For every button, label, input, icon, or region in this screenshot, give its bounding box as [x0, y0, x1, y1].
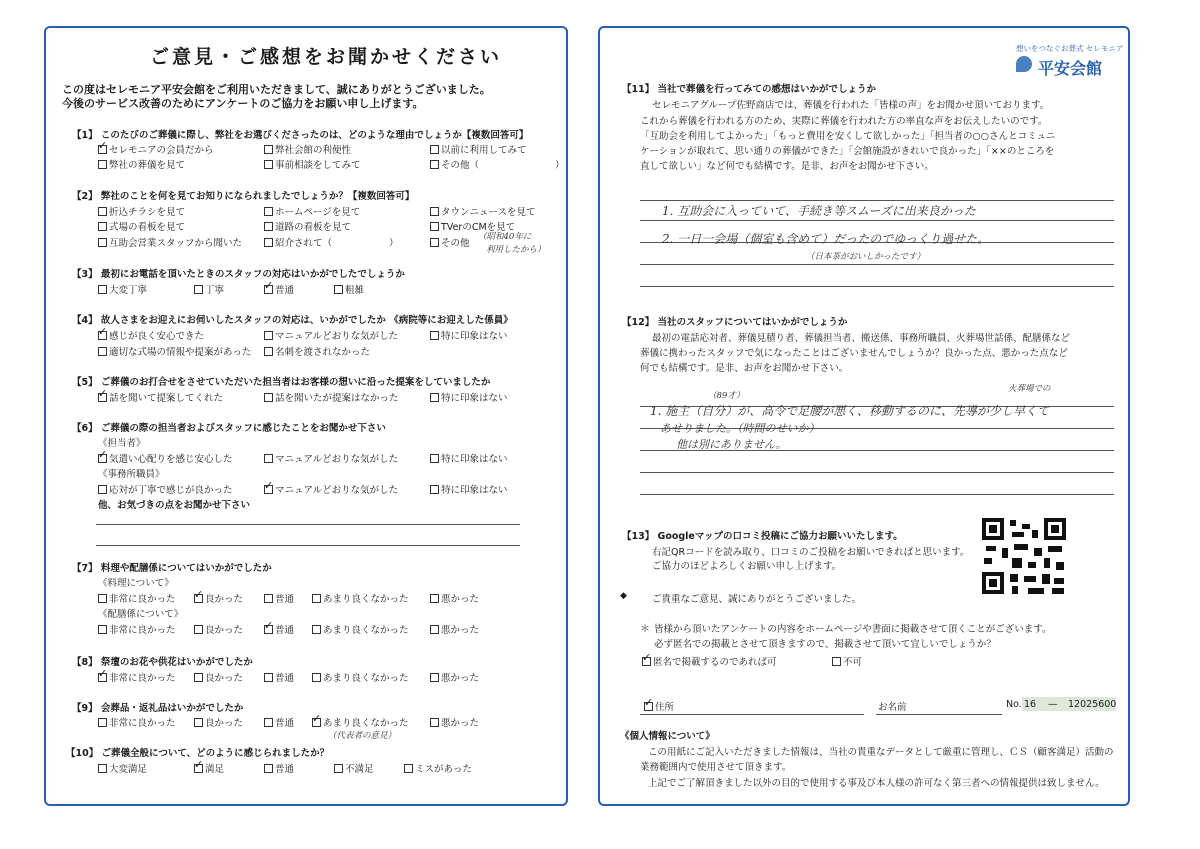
checkbox[interactable] [194, 594, 203, 603]
checkbox[interactable] [430, 393, 439, 402]
q4-text: 【4】 故人さまをお迎えにお伺いしたスタッフの対応は、いかがでしたか 《病院等にお迎えした係員》 [72, 315, 513, 326]
q10-option[interactable]: 不満足 [334, 761, 374, 775]
checkbox[interactable] [264, 625, 273, 634]
checkbox[interactable] [264, 718, 273, 727]
checkbox[interactable] [98, 145, 107, 154]
q11-body: これから葬儀を行われる方のため、実際に葬儀を行われた方の率直な声をお伝えしたいのです。 [640, 116, 1048, 127]
checkbox[interactable] [832, 657, 841, 666]
q12-text: 【12】 当社のスタッフについてはいかがでしょうか [622, 317, 848, 328]
q8-option[interactable]: ✓非常に良かった [98, 670, 176, 684]
answer-line[interactable] [640, 264, 1114, 265]
q6-other-prompt: 他、お気づきの点をお聞かせ下さい [98, 500, 251, 511]
q9-option[interactable]: 普通 [264, 715, 294, 729]
q6-text: 【6】 ご葬儀の際の担当者およびスタッフに感じたことをお聞かせ下さい [72, 423, 386, 434]
q9-option[interactable]: 悪かった [430, 715, 479, 729]
checkbox[interactable] [430, 331, 439, 340]
q9-handwritten: （代表者の意見） [328, 731, 397, 741]
checkbox[interactable] [98, 160, 107, 169]
number-dash: — [1048, 699, 1058, 710]
checkbox[interactable] [430, 625, 439, 634]
q12-body: 葬儀に携わったスタッフで気になったことはございませんでしょうか？良かった点、悪かった点など [640, 348, 1068, 359]
number-b: 12025600 [1068, 699, 1117, 710]
name-label: お名前 [878, 702, 907, 713]
q2-option[interactable]: その他 [430, 235, 470, 249]
diamond-icon: ◆ [620, 591, 627, 601]
q12-body: 最初の電話応対者、葬儀見積り者、葬儀担当者、搬送係、事務所職員、火葬場世話係、配膳係など [652, 333, 1071, 344]
intro-line-1: この度はセレモニア平安会館をご利用いただきまして、誠にありがとうございました。 [62, 83, 491, 96]
q7-option[interactable]: 非常に良かった [98, 622, 176, 636]
q2-option[interactable]: TVerのCMを見て [430, 219, 515, 233]
number-a: 16 [1024, 699, 1037, 710]
checkbox[interactable] [430, 222, 439, 231]
checkbox[interactable] [98, 764, 107, 773]
checkbox[interactable] [334, 764, 343, 773]
checkbox[interactable] [312, 718, 321, 727]
page-title: ご意見・ご感想をお聞かせください [150, 46, 503, 68]
checkbox[interactable] [98, 347, 107, 356]
checkbox[interactable] [98, 207, 107, 216]
q12-handwritten-note: 火葬場での [1008, 384, 1051, 394]
privacy-title: 《個人情報について》 [620, 731, 715, 742]
checkbox[interactable] [312, 594, 321, 603]
checkbox[interactable] [264, 145, 273, 154]
q3-option[interactable]: 丁寧 [194, 282, 224, 296]
checkbox[interactable] [98, 285, 107, 294]
q11-body: 「互助会を利用してよかった」「もっと費用を安くして欲しかった」「担当者の○○さんとコミュニ [640, 131, 1056, 142]
q8-option[interactable]: 悪かった [430, 670, 479, 684]
answer-line[interactable] [640, 200, 1114, 201]
intro-line-2: 今後のサービス改善のためにアンケートのご協力をお願い申し上げます。 [62, 97, 424, 110]
q10-option[interactable]: ミスがあった [404, 761, 472, 775]
checkbox[interactable] [98, 238, 107, 247]
publish-option[interactable]: 不可 [832, 654, 862, 668]
checkbox[interactable] [264, 331, 273, 340]
checkbox[interactable] [264, 594, 273, 603]
checkbox[interactable] [194, 285, 203, 294]
q7-sub-haizen: 《配膳係について》 [98, 609, 184, 620]
checkbox[interactable] [264, 764, 273, 773]
q1-option[interactable]: 弊社の葬儀を見て [98, 157, 185, 171]
checkbox [644, 702, 653, 711]
q4-option[interactable]: 名刺を渡されなかった [264, 344, 370, 358]
q5-option[interactable]: 特に印象はない [430, 390, 508, 404]
checkbox[interactable] [312, 673, 321, 682]
q1-option[interactable]: 弊社会館の利便性 [264, 142, 351, 156]
checkbox[interactable] [98, 673, 107, 682]
q9-option[interactable]: 非常に良かった [98, 715, 176, 729]
q3-option[interactable]: ✓ 普通 [264, 282, 294, 296]
checkbox[interactable] [98, 625, 107, 634]
q6-sub-jimusho: 《事務所職員》 [98, 469, 165, 480]
checkbox[interactable] [264, 285, 273, 294]
checkbox[interactable] [264, 673, 273, 682]
q9-option[interactable]: ✓ あまり良くなかった [312, 715, 409, 729]
checkbox[interactable] [264, 207, 273, 216]
checkbox[interactable] [430, 454, 439, 463]
q6-sub-tantousha: 《担当者》 [98, 438, 146, 449]
checkbox[interactable] [430, 207, 439, 216]
q1-option[interactable]: 事前相談をしてみて [264, 157, 361, 171]
checkbox[interactable] [312, 625, 321, 634]
checkbox[interactable] [430, 238, 439, 247]
q7-sub-ryouri: 《料理について》 [98, 578, 174, 589]
answer-line[interactable] [96, 545, 520, 546]
q7-option[interactable]: 悪かった [430, 591, 479, 605]
q6-option[interactable]: マニュアルどおりな気がした [264, 451, 398, 465]
checkbox[interactable] [264, 485, 273, 494]
q7-option[interactable]: 良かった [194, 622, 243, 636]
q12-handwritten-1: 1. 施主（自分）が、高令で足腰が悪く、移動するのに、先導が少し早くて [650, 404, 1050, 418]
privacy-text: 上記でご了解頂きました以外の目的で使用する事及び本人様の許可なく第三者への情報提供は致しません。 [648, 778, 1105, 789]
checkbox[interactable] [98, 222, 107, 231]
q1-option[interactable]: その他（ ） [430, 157, 565, 171]
q1-option[interactable]: ✓セレモニアの会員だから [98, 142, 214, 156]
q7-option[interactable]: ✓ 普通 [264, 622, 294, 636]
q2-option[interactable]: タウンニュースを見て [430, 204, 536, 218]
checkbox[interactable] [264, 347, 273, 356]
q13-text: 【13】 Googleマップの口コミ投稿にご協力お願いいたします。 [622, 531, 903, 542]
q11-text: 【11】 当社で葬儀を行ってみての感想はいかがでしょうか [622, 84, 877, 95]
q6-option[interactable]: 応対が丁寧で感じが良かった [98, 482, 233, 496]
q8-option[interactable]: 普通 [264, 670, 294, 684]
q11-handwritten-3: （日本茶がおいしかったです） [806, 252, 926, 262]
q8-text: 【8】 祭壇のお花や供花はいかがでしたか [72, 657, 253, 668]
q2-option[interactable]: ホームページを見て [264, 204, 360, 218]
checkbox[interactable] [430, 594, 439, 603]
q11-handwritten-2: 2. 一日一会場（個室も含めて）だったのでゆっくり過せた。 [662, 232, 990, 246]
logo-name: 平安会館 [1038, 59, 1103, 78]
checkbox[interactable] [98, 393, 107, 402]
address-field[interactable] [640, 714, 864, 715]
q12-handwritten-note: （89才） [708, 391, 745, 401]
checkbox[interactable] [430, 485, 439, 494]
checkbox[interactable] [430, 673, 439, 682]
checkbox[interactable] [98, 594, 107, 603]
q2-option[interactable]: 道路の看板を見て [264, 219, 351, 233]
name-field[interactable] [876, 714, 1002, 715]
q9-text: 【9】 会葬品・返礼品はいかがでしたか [72, 703, 244, 714]
q5-option[interactable]: ✓話を聞いて提案してくれた [98, 390, 223, 404]
publish-text: 必ず匿名での掲載とさせて頂きますので、掲載させて頂いて宜しいでしょうか？ [654, 639, 996, 650]
checkbox[interactable] [98, 485, 107, 494]
checkbox[interactable] [98, 718, 107, 727]
q7-option[interactable]: 非常に良かった [98, 591, 176, 605]
checkbox[interactable] [194, 625, 203, 634]
checkbox[interactable] [430, 718, 439, 727]
q4-option[interactable]: マニュアルどおりな気がした [264, 328, 398, 342]
logo-icon [1016, 56, 1032, 72]
q3-text: 【3】 最初にお電話を頂いたときのスタッフの対応はいかがでしたでしょうか [72, 269, 405, 280]
answer-line[interactable] [640, 286, 1114, 287]
q9-option[interactable]: 良かった [194, 715, 243, 729]
checkbox[interactable] [264, 238, 273, 247]
privacy-text: この用紙にご記入いただきました情報は、当社の貴重なデータとして厳重に管理し、ＣＳ（顧客満足）活動の [648, 747, 1114, 758]
q2-text: 【2】 弊社のことを何を見てお知りになられましたでしょうか？【複数回答可】 [72, 191, 415, 202]
checkbox[interactable] [334, 285, 343, 294]
q10-option[interactable]: 大変満足 [98, 761, 147, 775]
qr-code[interactable] [982, 518, 1066, 594]
q4-option[interactable]: ✓感じが良く安心できた [98, 328, 204, 342]
q11-body: ケーションが取れて、思い通りの葬儀ができた」「会館施設がきれいで良かった」「××のところを [640, 146, 1055, 157]
publish-option[interactable]: ✓匿名で掲載するのであれば可 [642, 654, 777, 668]
q10-text: 【10】 ご葬儀全般について、どのように感じられましたか？ [66, 748, 330, 759]
address-label: ✓住所 [644, 699, 674, 713]
q11-handwritten-1: 1. 互助会に入っていて、手続き等スムーズに出来良かった [662, 204, 976, 218]
q4-option[interactable]: 適切な式場の情報や提案があった [98, 344, 251, 358]
thanks-text: ご貴重なご意見、誠にありがとうございました。 [652, 594, 862, 605]
q8-option[interactable]: 良かった [194, 670, 243, 684]
q2-option[interactable]: 紹介されて（ ） [264, 235, 399, 249]
answer-line[interactable] [640, 220, 1114, 221]
q6-option[interactable]: 特に印象はない [430, 482, 508, 496]
q11-body: 直して欲しい」など何でも結構です。是非、お声をお聞かせ下さい。 [640, 161, 934, 172]
q13-body: 右記QRコードを読み取り、口コミのご投稿をお願いできればと思います。 [652, 547, 970, 558]
q8-option[interactable]: あまり良くなかった [312, 670, 409, 684]
q6-option[interactable]: ✓ マニュアルどおりな気がした [264, 482, 398, 496]
q7-text: 【7】 料理や配膳係についてはいかがでしたか [72, 563, 272, 574]
number-label: No. [1006, 699, 1022, 710]
privacy-text: 業務範囲内で使用させて頂きます。 [640, 762, 792, 773]
q7-option[interactable]: 悪かった [430, 622, 479, 636]
q12-handwritten-2: あせりました。（時間のせいか） [660, 422, 820, 435]
checkbox[interactable] [430, 160, 439, 169]
q6-option[interactable]: 特に印象はない [430, 451, 508, 465]
checkbox[interactable] [98, 331, 107, 340]
q11-body: セレモニアグループ佐野商店では、葬儀を行われた「皆様の声」をお聞かせ頂いております。 [652, 100, 1050, 111]
checkbox[interactable] [264, 393, 273, 402]
q12-handwritten-3: 他は別にありません。 [676, 438, 787, 451]
checkbox[interactable] [430, 145, 439, 154]
q10-option[interactable]: 普通 [264, 761, 294, 775]
q4-option[interactable]: 特に印象はない [430, 328, 508, 342]
checkbox[interactable] [404, 764, 413, 773]
q2-handwritten: （昭和40年に [478, 232, 532, 242]
checkbox[interactable] [264, 222, 273, 231]
answer-line[interactable] [640, 472, 1114, 473]
q7-option[interactable]: あまり良くなかった [312, 622, 409, 636]
answer-line[interactable] [640, 494, 1114, 495]
q7-option[interactable]: あまり良くなかった [312, 591, 409, 605]
checkbox[interactable] [194, 764, 203, 773]
q7-option[interactable]: ✓ 良かった [194, 591, 243, 605]
answer-line[interactable] [96, 524, 520, 525]
checkbox[interactable] [194, 673, 203, 682]
q5-text: 【5】 ご葬儀のお打合せをさせていただいた担当者はお客様の想いに沿った提案をしていましたか [72, 377, 491, 388]
checkbox[interactable] [264, 454, 273, 463]
q3-option[interactable]: 大変丁寧 [98, 282, 147, 296]
q12-body: 何でも結構です。是非、お声をお聞かせ下さい。 [640, 363, 849, 374]
q2-option[interactable]: 折込チラシを見て [98, 204, 185, 218]
q2-handwritten-2: 利用したから） [486, 245, 546, 255]
q2-option[interactable]: 式場の看板を見て [98, 219, 185, 233]
q2-option[interactable]: 互助会営業スタッフから聞いた [98, 235, 242, 249]
q10-option[interactable]: ✓ 満足 [194, 761, 224, 775]
q6-option[interactable]: ✓気遣い心配りを感じ安心した [98, 451, 233, 465]
q5-option[interactable]: 話を聞いたが提案はなかった [264, 390, 399, 404]
checkbox[interactable] [98, 454, 107, 463]
q1-option[interactable]: 以前に利用してみて [430, 142, 527, 156]
logo-tagline: 想いをつなぐお葬式 セレモニア [1016, 44, 1124, 53]
publish-text: 皆様から頂いたアンケートの内容をホームページや書面に掲載させて頂くことがございます。 [654, 624, 1052, 635]
q1-text: 【1】 このたびのご葬儀に際し、弊社をお選びくださったのは、どのような理由でしょうか【複数回答可】 [72, 130, 529, 141]
asterisk-icon: ＊ [640, 624, 650, 635]
checkbox[interactable] [264, 160, 273, 169]
q7-option[interactable]: 普通 [264, 591, 294, 605]
checkbox[interactable] [642, 657, 651, 666]
q3-option[interactable]: 粗雑 [334, 282, 364, 296]
q13-body: ご協力のほどよろしくお願い申し上げます。 [652, 561, 842, 572]
checkbox[interactable] [194, 718, 203, 727]
